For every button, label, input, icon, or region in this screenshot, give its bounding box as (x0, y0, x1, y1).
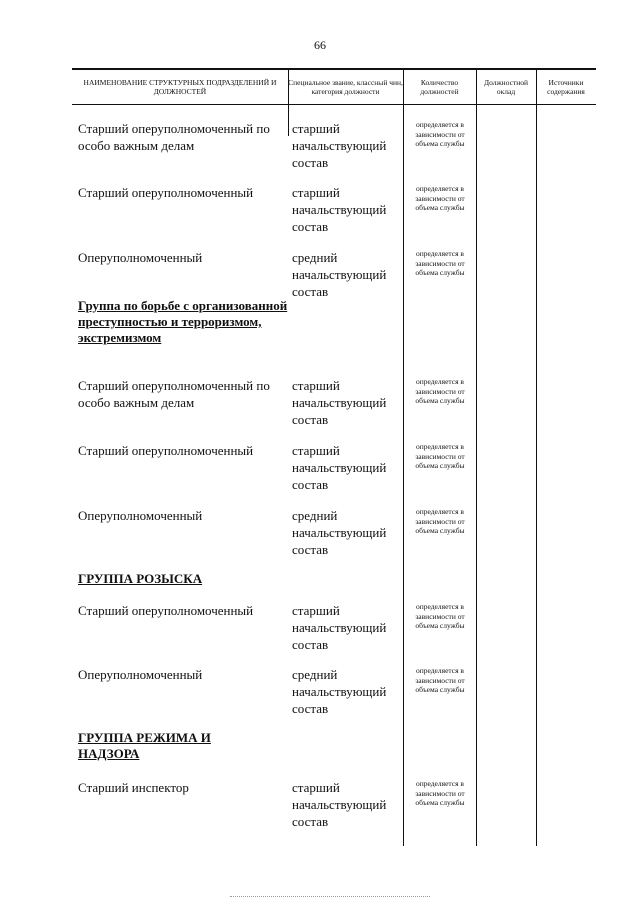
column-divider-salary (536, 68, 537, 846)
position-category: старший начальствующий состав (292, 378, 387, 427)
column-divider-count (476, 68, 477, 846)
position-name: Оперуполномоченный (78, 667, 203, 682)
position-count: определяется в зависимости от объема службы (415, 377, 465, 405)
position-count: определяется в зависимости от объема службы (415, 779, 465, 807)
position-count: определяется в зависимости от объема службы (415, 184, 465, 212)
position-category: средний начальствующий состав (292, 667, 387, 716)
column-divider-rank (403, 68, 404, 846)
position-count: определяется в зависимости от объема службы (415, 666, 465, 694)
position-category: старший начальствующий состав (292, 185, 387, 234)
table-header-rule (72, 104, 596, 105)
position-count: определяется в зависимости от объема службы (415, 442, 465, 470)
header-salary: Должностной оклад (483, 78, 529, 96)
position-name: Старший оперуполномоченный (78, 603, 254, 618)
group-heading: Группа по борьбе с организованной преступностью и терроризмом, экстремизмом (78, 298, 288, 345)
position-name: Старший оперуполномоченный (78, 185, 254, 200)
position-name: Старший оперуполномоченный по особо важным делам (78, 121, 270, 153)
position-name: Старший оперуполномоченный (78, 443, 254, 458)
position-count: определяется в зависимости от объема службы (415, 120, 465, 148)
page-number: 66 (314, 38, 326, 52)
table-top-rule (72, 68, 596, 70)
header-source: Источники содержания (547, 78, 585, 96)
footer-scan-line (230, 896, 430, 897)
position-category: старший начальствующий состав (292, 443, 387, 492)
group-heading: ГРУППА РЕЖИМА И НАДЗОРА (78, 730, 211, 761)
position-count: определяется в зависимости от объема службы (415, 249, 465, 277)
position-category: средний начальствующий состав (292, 250, 387, 299)
position-name: Оперуполномоченный (78, 508, 203, 523)
position-name: Оперуполномоченный (78, 250, 203, 265)
position-category: старший начальствующий состав (292, 121, 387, 170)
position-name: Старший инспектор (78, 780, 189, 795)
header-rank: Специальное звание, классный чин, категория должности (288, 78, 403, 96)
position-name: Старший оперуполномоченный по особо важным делам (78, 378, 270, 410)
position-category: средний начальствующий состав (292, 508, 387, 557)
position-count: определяется в зависимости от объема службы (415, 507, 465, 535)
header-count: Количество должностей (420, 78, 459, 96)
position-category: старший начальствующий состав (292, 603, 387, 652)
header-name: НАИМЕНОВАНИЕ СТРУКТУРНЫХ ПОДРАЗДЕЛЕНИЙ И ДОЛЖНОСТЕЙ (83, 78, 277, 96)
group-heading: ГРУППА РОЗЫСКА (78, 571, 203, 586)
staff-table (72, 68, 596, 846)
position-category: старший начальствующий состав (292, 780, 387, 829)
position-count: определяется в зависимости от объема службы (415, 602, 465, 630)
